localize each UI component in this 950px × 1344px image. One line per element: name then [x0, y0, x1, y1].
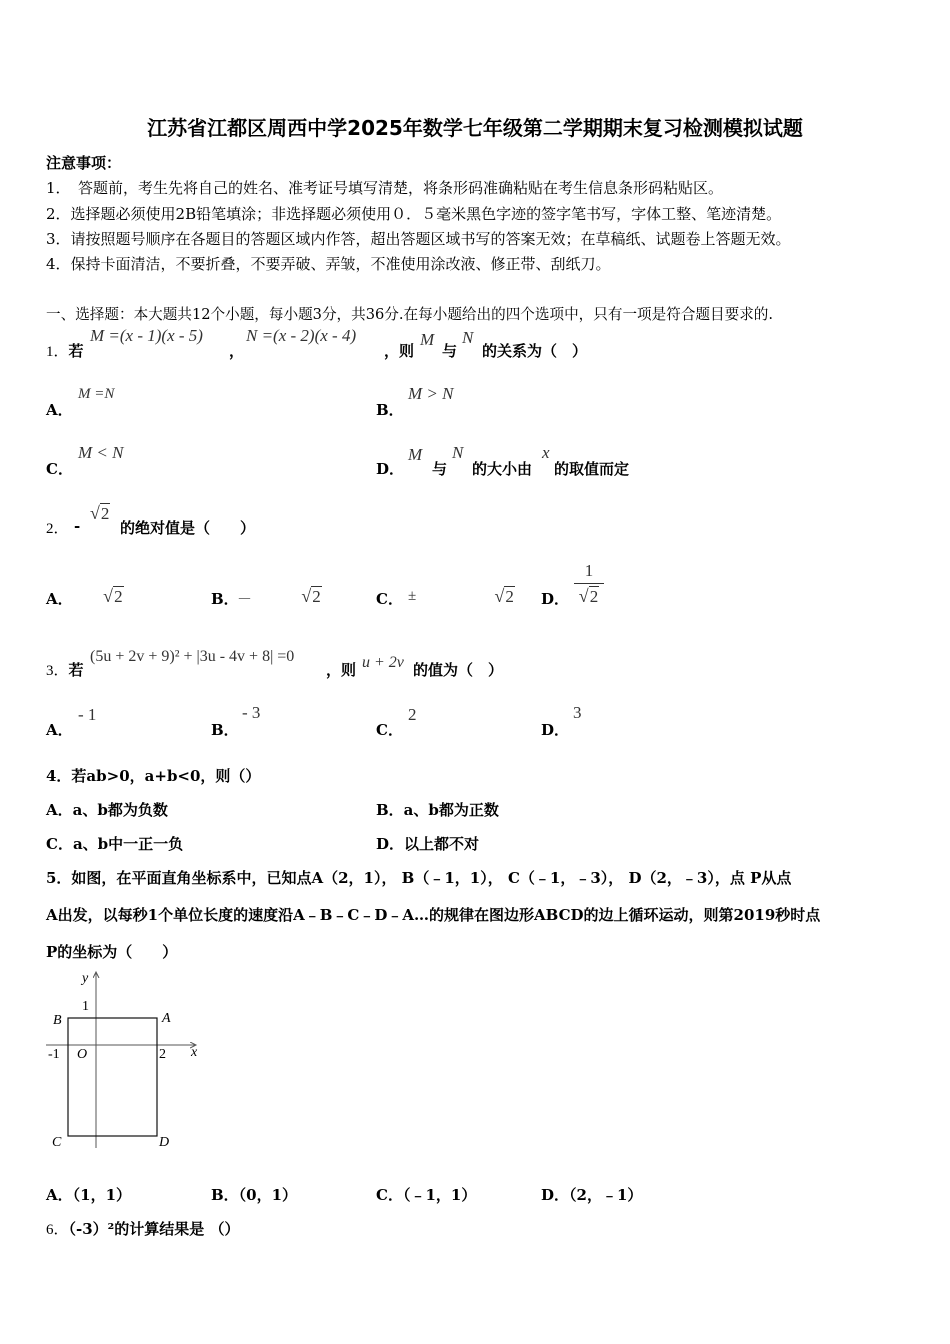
notice-item-1: 1． 答题前，考生先将自己的姓名、准考证号填写清楚，将条形码准确粘贴在考生信息条形码粘贴区。 — [46, 179, 724, 197]
q1-option-a: M =N — [78, 386, 115, 402]
q1-m-expression: M =(x - 1)(x - 5) — [90, 326, 203, 345]
radical-sign: √ — [494, 586, 505, 606]
q5-option-a: A．（1，1） — [46, 1186, 132, 1204]
q1-option-a-label: A． — [46, 401, 73, 419]
q2-option-d-label: D． — [541, 590, 570, 608]
radicand: 2 — [589, 587, 599, 606]
q3-if: 若 — [68, 661, 84, 679]
q3-option-d-label: D． — [541, 721, 570, 739]
radical-sign: √ — [578, 586, 589, 606]
radicand: 2 — [100, 504, 110, 523]
q3-option-c: 2 — [408, 705, 417, 724]
q5-option-c: C．（﹣1，1） — [376, 1186, 477, 1204]
q3-option-b: - 3 — [242, 703, 261, 722]
q1-and: 与 — [442, 342, 458, 360]
notice-item-3: 3．请按照题号顺序在各题目的答题区域内作答，超出答题区域书写的答案无效；在草稿纸、试题卷上答题无效。 — [46, 230, 791, 248]
q1-option-d-text1: 的大小由 — [472, 460, 533, 478]
radicand: 2 — [312, 587, 321, 606]
q1-option-b: M > N — [408, 384, 454, 403]
q2-option-d-fraction — [574, 561, 604, 607]
page-title: 江苏省江都区周西中学2025年数学七年级第二学期期末复习检测模拟试题 — [147, 116, 803, 140]
q1-option-d-n: N — [452, 443, 464, 462]
q6-expression: （-3）² — [68, 1220, 115, 1238]
origin-label: O — [77, 1047, 88, 1062]
tick-label-neg-1: -1 — [48, 1047, 60, 1062]
q1-then: ，则 — [384, 342, 415, 360]
q4-option-a: A．a、b都为负数 — [46, 801, 168, 819]
q4-option-b: B．a、b都为正数 — [376, 801, 499, 819]
y-axis-label: y — [82, 971, 89, 986]
q6-text: 的计算结果是 （） — [114, 1220, 240, 1238]
question-5-line-3: P的坐标为（ ） — [46, 943, 178, 961]
q2-option-b-sign: － — [237, 590, 253, 608]
q1-option-d-and: 与 — [432, 460, 448, 478]
question-4-stem: 4．若ab>0，a+b<0，则（） — [46, 767, 261, 785]
q2-minus: - — [74, 517, 81, 535]
q5-option-d: D．（2，﹣1） — [541, 1186, 643, 1204]
question-3-stem — [46, 659, 84, 680]
fraction-bar — [574, 583, 604, 584]
x-axis-label: x — [191, 1045, 198, 1060]
q1-text: 若 — [68, 342, 84, 360]
q3-option-a: - 1 — [78, 705, 97, 724]
q3-text: 的值为（ ） — [413, 661, 504, 679]
q5-option-b: B．（0，1） — [211, 1186, 298, 1204]
q1-n-expression: N =(x - 2)(x - 4) — [246, 326, 357, 345]
question-number: 2． — [46, 521, 69, 537]
point-d-label: D — [159, 1135, 170, 1150]
q1-n-symbol: N — [462, 328, 474, 347]
q2-option-a — [103, 586, 123, 607]
question-6-stem — [46, 1218, 239, 1239]
point-c-label: C — [52, 1135, 62, 1150]
radicand: 2 — [505, 587, 514, 606]
point-a-label: A — [162, 1011, 171, 1026]
question-5-line-1: 5．如图，在平面直角坐标系中，已知点A（2，1）， B（﹣1，1）， C（﹣1，﹣3）， D（2，﹣3），点 P从点 — [46, 869, 792, 887]
question-5-line-2: A出发，以每秒1个单位长度的速度沿A﹣B﹣C﹣D﹣A…的规律在图边形ABCD的边上循环运动，则第2019秒时点 — [46, 906, 821, 924]
question-number: 6． — [46, 1222, 69, 1238]
radical-sign: √ — [103, 586, 114, 606]
q3-then: ，则 — [326, 661, 357, 679]
radicand: 2 — [114, 587, 123, 606]
q2-option-a-label: A． — [46, 590, 73, 608]
section-heading: 一、选择题：本大题共12个小题，每小题3分，共36分.在每小题给出的四个选项中，只有一项是符合题目要求的. — [46, 306, 774, 323]
q2-option-c-label: C． — [376, 590, 403, 608]
q3-option-c-label: C． — [376, 721, 403, 739]
radical-sign: √ — [90, 503, 100, 523]
point-b-label: B — [53, 1013, 62, 1028]
q1-option-d-text2: 的取值而定 — [554, 460, 630, 478]
q1-m-symbol: M — [420, 330, 435, 349]
q2-option-c — [495, 586, 515, 607]
q2-option-b — [301, 586, 321, 607]
q3-target: u + 2v — [362, 654, 404, 671]
question-number: 1． — [46, 344, 69, 360]
coordinate-figure — [44, 966, 214, 1156]
q1-option-c-label: C． — [46, 460, 73, 478]
q1-option-d-m: M — [408, 445, 423, 464]
q2-text: 的绝对值是（ ） — [120, 519, 256, 537]
q1-comma: ， — [229, 342, 245, 360]
notice-item-4: 4．保持卡面清洁，不要折叠，不要弄破、弄皱，不准使用涂改液、修正带、刮纸刀。 — [46, 255, 611, 273]
q3-option-b-label: B． — [211, 721, 239, 739]
q1-option-b-label: B． — [376, 401, 404, 419]
q2-option-c-sign: ± — [408, 588, 417, 604]
q2-option-b-label: B． — [211, 590, 239, 608]
q4-option-c: C．a、b中一正一负 — [46, 835, 184, 853]
q1-relation-text: 的关系为（ ） — [482, 342, 588, 360]
denominator — [579, 586, 599, 607]
notice-heading: 注意事项： — [46, 154, 122, 172]
q1-option-d-x: x — [542, 443, 550, 462]
question-2-number — [46, 517, 69, 538]
q3-option-a-label: A． — [46, 721, 73, 739]
q1-option-d-label: D． — [376, 460, 405, 478]
rectangle-abcd — [68, 1018, 157, 1136]
q3-option-d: 3 — [573, 703, 582, 722]
numerator: 1 — [584, 561, 594, 580]
q3-equation: (5u + 2v + 9)² + |3u - 4v + 8| =0 — [90, 648, 295, 665]
q4-option-d: D．以上都不对 — [376, 835, 480, 853]
tick-label-2: 2 — [159, 1047, 166, 1062]
notice-item-2: 2．选择题必须使用2B铅笔填涂；非选择题必须使用０．５毫米黑色字迹的签字笔书写，字体工整、笔迹清楚。 — [46, 205, 782, 223]
q2-sqrt — [90, 503, 110, 524]
radical-sign: √ — [301, 586, 312, 606]
tick-label-1: 1 — [82, 999, 89, 1014]
question-1-stem — [46, 340, 84, 361]
question-number: 3． — [46, 663, 69, 679]
q1-option-c: M < N — [78, 443, 124, 462]
